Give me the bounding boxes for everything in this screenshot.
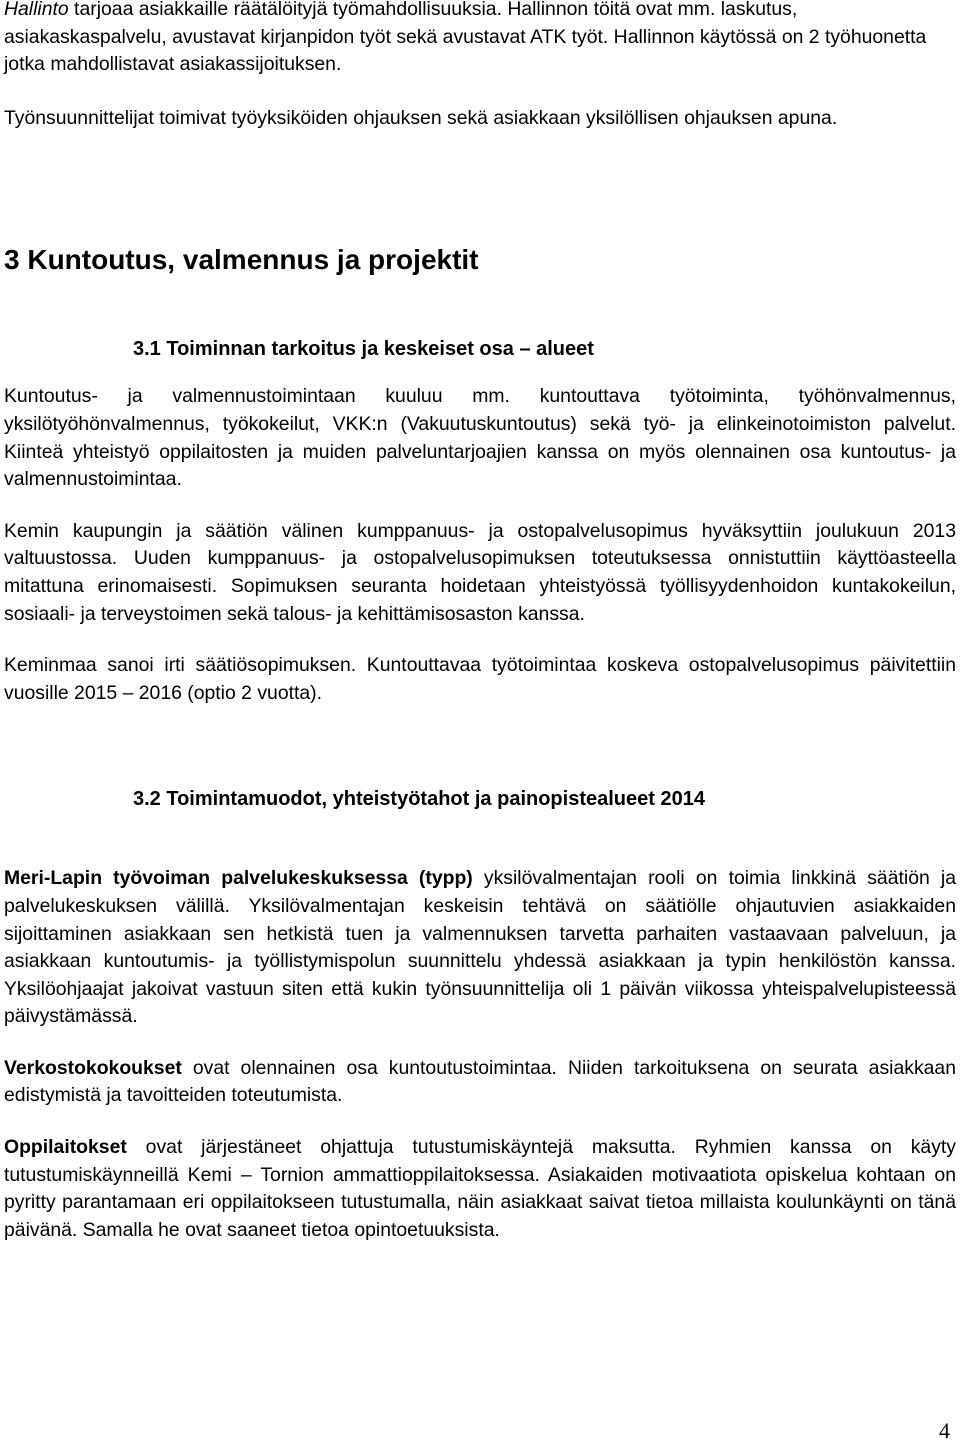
intro-paragraph-hallinto — [4, 0, 956, 79]
paragraph-3-2-verkosto — [4, 1055, 956, 1110]
paragraph-3-1-keminmaa: Keminmaa sanoi irti säätiösopimuksen. Kuntouttavaa työtoimintaa koskeva ostopalvelusopimus päivitettiin vuosille 2015 – 2016 (optio 2 vuotta). — [4, 654, 956, 704]
paragraph-3-1-agreement: Kemin kaupungin ja säätiön välinen kumppanuus- ja ostopalvelusopimus hyväksyttiin joulukuun 2013 valtuustossa. Uuden kumppanuus- ja ostopalvelusopimuksen toteutuksessa onnistuttiin käyttöasteella mitattuna erinomaisesti. Sopimuksen seuranta hoidetaan yhteistyössä työllisyydenhoidon kuntakokeilun, sosiaali- ja terveystoimen sekä talous- ja kehittämisosaston kanssa. — [4, 519, 956, 625]
document-page — [4, 0, 956, 1244]
paragraph-3-2-verkosto-text: ovat olennainen osa kuntoutustoimintaa. Niiden tarkoituksena on seurata asiakkaan edistymistä ja tavoitteiden toteutumista. — [4, 1056, 956, 1107]
paragraph-3-2-typp — [4, 865, 956, 1031]
paragraph-3-2-typp-text: yksilövalmentajan rooli on toimia linkkinä säätiön ja palvelukeskuksen välillä. Yksilövalmentajan keskeisin tehtävä on säätiölle ohjautuvien asiakkaiden sijoittaminen asiakkaan sen hetkistä tuen ja valmennuksen tarvetta parhaiten vastaavaan palveluun, ja asiakkaan kuntoutumis- ja työllistymispolun suunnittelu yhdessä asiakkaan ja typin henkilöstön kanssa. Yksilöohjaajat jakoivat vastuun siten että kukin työnsuunnittelija oli 1 päivän viikossa yhteispalvelupisteessä päivystämässä. — [4, 867, 956, 1028]
paragraph-3-1-services: Kuntoutus- ja valmennustoimintaan kuuluu mm. kuntouttava työtoiminta, työhönvalmennus, yksilötyöhönvalmennus, työkokeilut, VKK:n (Vakuutuskuntoutus) sekä työ- ja elinkeinotoimiston palvelut. Kiinteä yhteistyö oppilaitosten ja muiden palveluntarjoajien kanssa on myös olennainen osa kuntoutus- ja valmennustoimintaa. — [4, 385, 956, 491]
paragraph-3-2-oppilaitokset-lead: Oppilaitokset — [4, 1136, 127, 1159]
section-heading-3: 3 Kuntoutus, valmennus ja projektit — [4, 244, 479, 276]
subsection-heading-3-2: 3.2 Toimintamuodot, yhteistyötahot ja painopistealueet 2014 — [133, 788, 705, 811]
intro-paragraph-text: tarjoaa asiakkaille räätälöityjä työmahdollisuuksia. Hallinnon töitä ovat mm. laskutus, asiakaskaspalvelu, avustavat kirjanpidon työt sekä avustavat ATK työt. Hallinnon käytössä on 2 työhuonetta jotka mahdollistavat asiakassijoituksen. — [4, 0, 927, 76]
paragraph-3-2-oppilaitokset-text: ovat järjestäneet ohjattuja tutustumiskäyntejä maksutta. Ryhmien kanssa on käyty tutustumiskäynneillä Kemi – Tornion ammattioppilaitoksessa. Asiakaiden motivaatiota opiskelua kohtaan on pyritty parantamaan eri oppilaitokseen tutustumalla, näin asiakkaat saivat tietoa millaista koulunkäynti on tänä päivänä. Samalla he ovat saaneet tietoa opintoetuuksista. — [4, 1136, 956, 1241]
paragraph-3-2-typp-lead: Meri-Lapin työvoiman palvelukeskuksessa (typp) — [4, 867, 473, 890]
paragraph-3-2-verkosto-lead: Verkostokokoukset — [4, 1056, 182, 1079]
subsection-heading-3-1: 3.1 Toiminnan tarkoitus ja keskeiset osa – alueet — [133, 338, 594, 361]
intro-paragraph-tyonsuunnittelijat: Työnsuunnittelijat toimivat työyksiköiden ohjauksen sekä asiakkaan yksilöllisen ohjauksen apuna. — [4, 106, 838, 129]
paragraph-3-2-oppilaitokset — [4, 1134, 956, 1244]
page-number: 4 — [939, 1418, 950, 1443]
intro-lead-term: Hallinto — [4, 0, 69, 20]
